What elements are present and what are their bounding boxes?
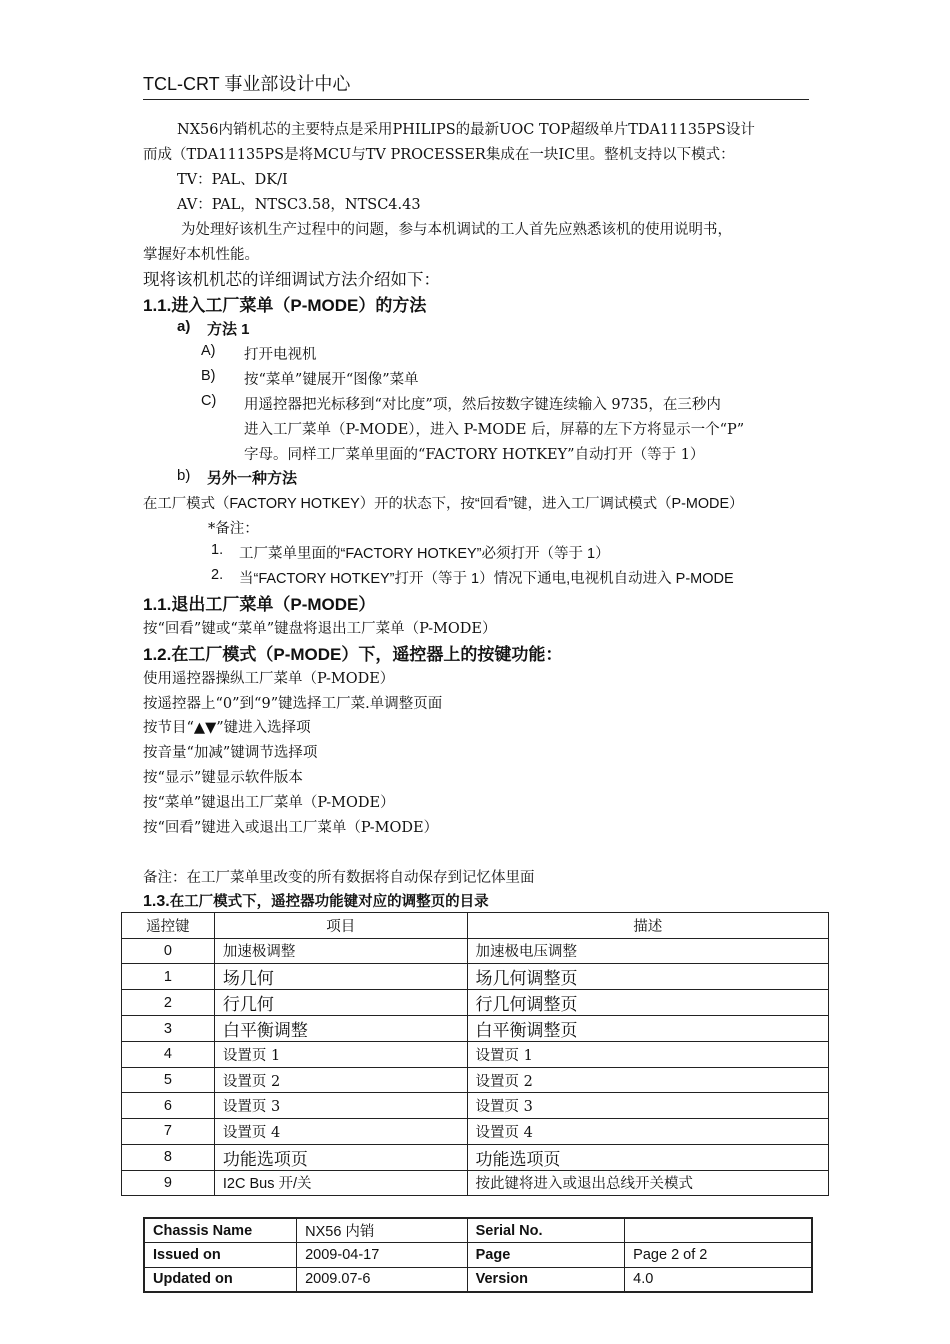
- row-key: 6: [122, 1093, 215, 1119]
- page-header-title: TCL-CRT 事业部设计中心: [143, 74, 351, 94]
- key-line-2: 按遥控器上“0”到“9”键选择工厂菜.单调整页面: [143, 696, 443, 712]
- heading-directory: [143, 890, 489, 911]
- method-a-title: 方法 1: [207, 321, 250, 338]
- row-key: 3: [122, 1016, 215, 1042]
- issued-on-label: Issued on: [144, 1243, 297, 1267]
- step-c-text: 用遥控器把光标移到“对比度”项，然后按数字键连续输入 9735，在三秒内: [244, 397, 721, 413]
- page-value: Page 2 of 2: [625, 1243, 812, 1267]
- row-key: 5: [122, 1067, 215, 1093]
- updated-on-value: 2009.07-6: [297, 1267, 468, 1292]
- intro-paragraph-1-line-1: NX56内销机芯的主要特点是采用PHILIPS的最新UOC TOP超级单片TDA11135PS设计: [177, 122, 755, 138]
- row-item: 设置页 2: [214, 1067, 467, 1093]
- heading-directory-number: 1.3.: [143, 893, 170, 910]
- info-row: [144, 1243, 812, 1267]
- key-line-3: 按节目“▲▼”键进入选择项: [143, 720, 311, 736]
- step-c-text-line-2: 进入工厂菜单（P-MODE），进入 P-MODE 后，屏幕的左下方将显示一个“P”: [244, 422, 745, 438]
- row-key: 1: [122, 964, 215, 990]
- save-note: 备注：在工厂菜单里改变的所有数据将自动保存到记忆体里面: [143, 870, 535, 886]
- table-row: [122, 1067, 829, 1093]
- document-info-table: [143, 1217, 813, 1293]
- row-item: 设置页 1: [214, 1042, 467, 1068]
- row-description: 白平衡调整页: [467, 1016, 828, 1042]
- adjustment-page-table: [121, 912, 829, 1196]
- row-description: 功能选项页: [467, 1144, 828, 1170]
- key-line-4: 按音量“加减”键调节选择项: [143, 745, 318, 761]
- table-row: [122, 964, 829, 990]
- info-row: [144, 1267, 812, 1292]
- row-description: 设置页 1: [467, 1042, 828, 1068]
- row-item: I2C Bus 开/关: [214, 1170, 467, 1196]
- version-label: Version: [467, 1267, 625, 1292]
- row-description: 行几何调整页: [467, 990, 828, 1016]
- note-1-text: 工厂菜单里面的“FACTORY HOTKEY”必须打开（等于 1）: [239, 546, 610, 562]
- row-key: 7: [122, 1118, 215, 1144]
- tv-modes: TV：PAL、DK/I: [177, 172, 288, 188]
- step-a-label: A): [201, 343, 216, 359]
- row-item: 场几何: [214, 964, 467, 990]
- heading-remote-keys: 1.2.在工厂模式（P-MODE）下，遥控器上的按键功能：: [143, 645, 563, 664]
- note-label: *备注：: [208, 521, 259, 537]
- key-line-5: 按“显示”键显示软件版本: [143, 770, 303, 786]
- table-row: [122, 938, 829, 964]
- exit-instructions: 按“回看”键或“菜单”键盘将退出工厂菜单（P-MODE）: [143, 621, 497, 637]
- column-header-key: 遥控键: [122, 913, 215, 939]
- column-header-description: 描述: [467, 913, 828, 939]
- info-row: [144, 1218, 812, 1243]
- table-row: [122, 990, 829, 1016]
- heading-directory-text: 在工厂模式下，遥控器功能键对应的调整页的目录: [169, 894, 489, 910]
- row-key: 2: [122, 990, 215, 1016]
- table-row: [122, 1016, 829, 1042]
- table-row: [122, 1144, 829, 1170]
- row-key: 9: [122, 1170, 215, 1196]
- key-line-6: 按“菜单”键退出工厂菜单（P-MODE）: [143, 795, 395, 811]
- row-item: 设置页 4: [214, 1118, 467, 1144]
- row-item: 功能选项页: [214, 1144, 467, 1170]
- intro-lead: 现将该机机芯的详细调试方法介绍如下：: [143, 270, 440, 289]
- intro-paragraph-2-line-2: 掌握好本机性能。: [143, 247, 259, 263]
- serial-no-label: Serial No.: [467, 1218, 625, 1243]
- intro-paragraph-2-line-1: 为处理好该机生产过程中的问题，参与本机调试的工人首先应熟悉该机的使用说明书，: [181, 222, 732, 238]
- method-b-text: 在工厂模式（FACTORY HOTKEY）开的状态下，按“回看”键，进入工厂调试模式（P-MODE）: [143, 496, 744, 512]
- av-modes: AV：PAL，NTSC3.58，NTSC4.43: [177, 197, 421, 213]
- step-c-text-line-3: 字母。同样工厂菜单里面的“FACTORY HOTKEY”自动打开（等于 1）: [244, 447, 705, 463]
- heading-enter-factory-menu: 1.1.进入工厂菜单（P-MODE）的方法: [143, 296, 427, 315]
- note-2-number: 2.: [211, 567, 224, 583]
- method-b-label: b): [177, 467, 191, 484]
- row-description: 按此键将进入或退出总线开关模式: [467, 1170, 828, 1196]
- intro-paragraph-1-line-2: 而成（TDA11135PS是将MCU与TV PROCESSER集成在一块IC里。整机支持以下模式：: [143, 147, 735, 163]
- method-b-title: 另外一种方法: [207, 470, 298, 487]
- header-divider: [143, 99, 809, 100]
- row-description: 设置页 4: [467, 1118, 828, 1144]
- row-description: 场几何调整页: [467, 964, 828, 990]
- note-1-number: 1.: [211, 542, 224, 558]
- row-description: 设置页 2: [467, 1067, 828, 1093]
- note-2-text: 当“FACTORY HOTKEY”打开（等于 1）情况下通电,电视机自动进入 P-MODE: [239, 571, 734, 587]
- version-value: 4.0: [625, 1267, 812, 1292]
- key-line-1: 使用遥控器操纵工厂菜单（P-MODE）: [143, 671, 395, 687]
- table-header-row: [122, 913, 829, 939]
- issued-on-value: 2009-04-17: [297, 1243, 468, 1267]
- heading-exit-factory-menu: 1.1.退出工厂菜单（P-MODE）: [143, 595, 376, 614]
- column-header-item: 项目: [214, 913, 467, 939]
- step-c-label: C): [201, 393, 217, 409]
- key-line-7: 按“回看”键进入或退出工厂菜单（P-MODE）: [143, 820, 439, 836]
- table-row: [122, 1093, 829, 1119]
- chassis-name-value: NX56 内销: [297, 1218, 468, 1243]
- step-b-label: B): [201, 368, 216, 384]
- page-label: Page: [467, 1243, 625, 1267]
- row-item: 加速极调整: [214, 938, 467, 964]
- row-item: 行几何: [214, 990, 467, 1016]
- row-key: 0: [122, 938, 215, 964]
- table-row: [122, 1118, 829, 1144]
- serial-no-value: [625, 1218, 812, 1243]
- step-a-text: 打开电视机: [244, 347, 317, 363]
- row-item: 白平衡调整: [214, 1016, 467, 1042]
- row-item: 设置页 3: [214, 1093, 467, 1119]
- row-description: 加速极电压调整: [467, 938, 828, 964]
- updated-on-label: Updated on: [144, 1267, 297, 1292]
- chassis-name-label: Chassis Name: [144, 1218, 297, 1243]
- row-key: 4: [122, 1042, 215, 1068]
- method-a-label: a): [177, 318, 191, 335]
- row-description: 设置页 3: [467, 1093, 828, 1119]
- step-b-text: 按“菜单”键展开“图像”菜单: [244, 372, 419, 388]
- row-key: 8: [122, 1144, 215, 1170]
- table-row: [122, 1042, 829, 1068]
- table-row: [122, 1170, 829, 1196]
